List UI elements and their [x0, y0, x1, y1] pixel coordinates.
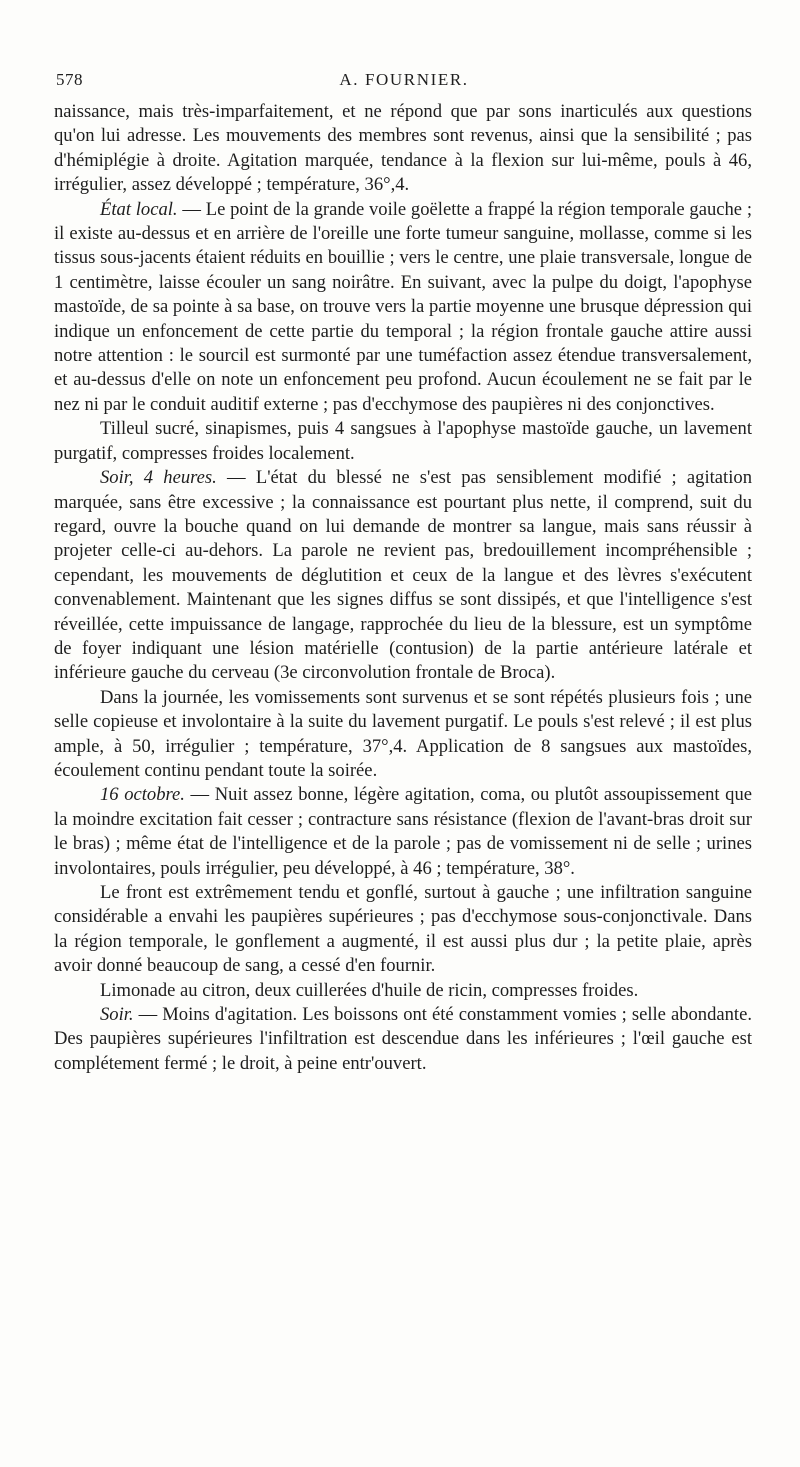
section-lead-16-octobre: 16 octobre. — [100, 784, 185, 806]
paragraph-soir-text: — Moins d'agitation. Les boissons ont été constamment vomies ; selle abondante. Des paupières supérieures l'infiltration est descendue dans les inférieures ; l'œil gauche est complétement fermé ; le droit, à peine entr'ouvert. — [54, 1004, 752, 1074]
paragraph-front-text: Le front est extrêmement tendu et gonflé, surtout à gauche ; une infiltration sanguine considérable a envahi les paupières supérieures ; pas d'ecchymose sous-conjonctivale. Dans la région temporale, le gonflement a augmenté, il est aussi plus dur ; la petite plaie, après avoir donné beaucoup de sang, a cessé d'en fournir. — [54, 882, 752, 977]
section-lead-etat-local: État local. — [100, 198, 178, 220]
paragraph-1-text: naissance, mais très-imparfaitement, et ne répond que par sons inarticulés aux questions qu'on lui adresse. Les mouvements des membres sont revenus, ainsi que la sensibilité ; pas d'hémiplégie à droite. Agitation marquée, tendance à la flexion sur lui-même, pouls à 46, irrégulier, assez développé ; température, 36°,4. — [54, 101, 752, 196]
body-text — [54, 100, 752, 1076]
paragraph-16-octobre-text: — Nuit assez bonne, légère agitation, coma, ou plutôt assoupissement que la moindre excitation fait cesser ; contracture sans résistance (flexion de l'avant-bras droit sur le bras) ; même état de l'intelligence et de la parole ; pas de vomissement ni de selle ; urines involontaires, pouls irrégulier, peu développé, à 46 ; température, 38°. — [54, 784, 753, 879]
running-head: A. FOURNIER. — [339, 70, 469, 89]
paragraph-1 — [54, 100, 752, 198]
section-lead-soir: Soir. — [100, 1004, 134, 1026]
paragraph-journee — [54, 686, 752, 784]
paragraph-soir-4h-text: — L'état du blessé ne s'est pas sensiblement modifié ; agitation marquée, sans être excessive ; la connaissance est pourtant plus nette, il comprend, suit du regard, ouvre la bouche quand on lui demande de montrer sa langue, mais sans réussir à projeter celle-ci au-dehors. La parole ne revient pas, bredouillement incompréhensible ; cependant, les mouvements de déglutition et ceux de la langue et des lèvres s'exécutent convenablement. Maintenant que les signes diffus se sont dissipés, et que l'intelligence s'est réveillée, cette impuissance de langage, rapprochée du lieu de la blessure, est un symptôme de foyer indiquant une lésion matérielle (contusion) de la partie antérieure latérale et inférieure gauche du cerveau (3e circonvolution frontale de Broca). — [54, 467, 752, 684]
paragraph-journee-text: Dans la journée, les vomissements sont survenus et se sont répétés plusieurs fois ; une selle copieuse et involontaire à la suite du lavement purgatif. Le pouls s'est relevé ; il est plus ample, à 50, irrégulier ; température, 37°,4. Application de 8 sangsues aux mastoïdes, écoulement continu pendant toute la soirée. — [54, 686, 752, 781]
paragraph-front — [54, 881, 752, 979]
paragraph-soir-4h — [54, 466, 752, 686]
page-header — [56, 70, 752, 94]
paragraph-etat-local-text: — Le point de la grande voile goëlette a frappé la région temporale gauche ; il existe au-dessus et en arrière de l'oreille une forte tumeur sanguine, mollasse, comme si les tissus sous-jacents étaient réduits en bouillie ; vers le centre, une plaie transversale, longue de 1 centimètre, laisse écouler un sang noirâtre. En suivant, avec la pulpe du doigt, l'apophyse mastoïde, de sa pointe à sa base, on trouve vers la partie moyenne une brusque dépression qui indique un enfoncement de cette partie du temporal ; la région frontale gauche attire aussi notre attention : le sourcil est surmonté par une tuméfaction assez étendue transversalement, et au-dessus d'elle on note un enfoncement peu profond. Aucun écoulement ne se fait par le nez ni par le conduit auditif externe ; pas d'ecchymose des paupières ni des conjonctives. — [54, 198, 752, 415]
paragraph-treatment-2 — [54, 979, 752, 1003]
paragraph-treatment-1 — [54, 417, 752, 466]
page-number: 578 — [56, 70, 83, 89]
paragraph-soir — [54, 1003, 752, 1076]
section-lead-soir-4h: Soir, 4 heures. — [100, 467, 217, 489]
paragraph-treatment-1-text: Tilleul sucré, sinapismes, puis 4 sangsues à l'apophyse mastoïde gauche, un lavement purgatif, compresses froides localement. — [54, 418, 752, 464]
paragraph-16-octobre — [54, 783, 752, 881]
paragraph-treatment-2-text: Limonade au citron, deux cuillerées d'huile de ricin, compresses froides. — [100, 979, 639, 1001]
paragraph-etat-local — [54, 198, 752, 418]
